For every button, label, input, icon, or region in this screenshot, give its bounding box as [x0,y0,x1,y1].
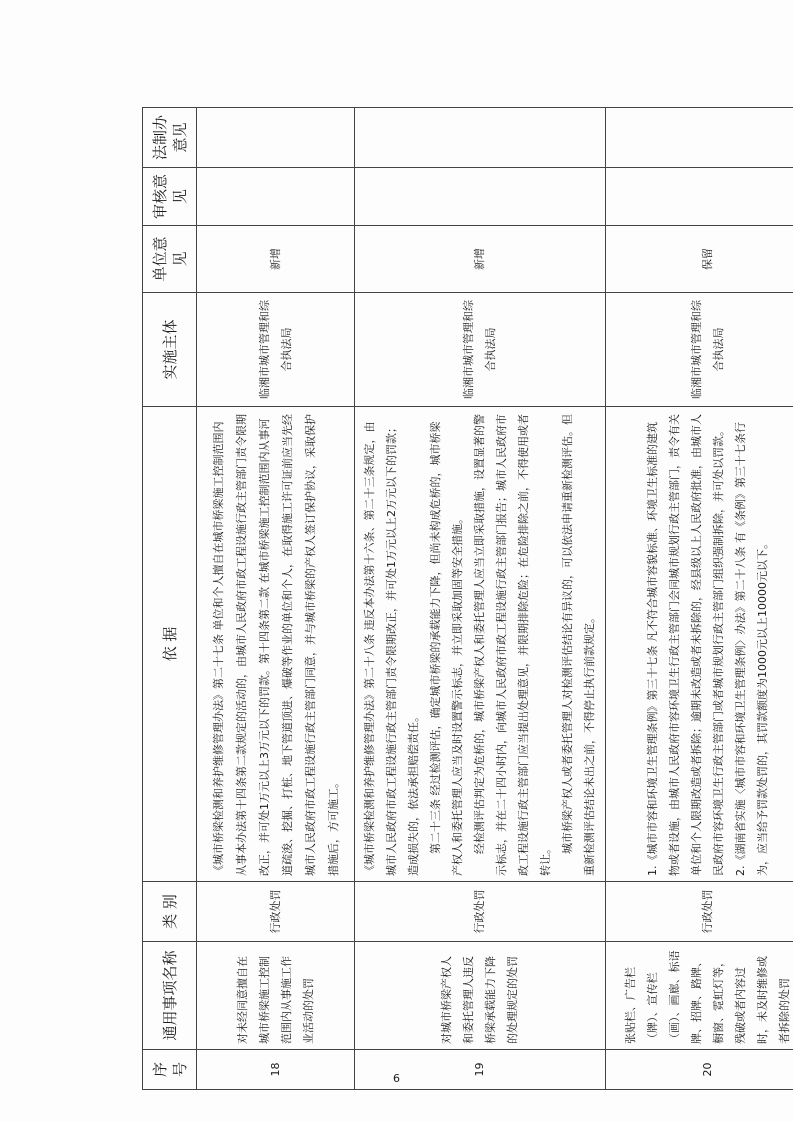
row-no: 20 [606,1050,793,1090]
header-basis: 依 据 [143,407,197,882]
basis-paragraph: 《城市桥梁检测和养护维修管理办法》第二十八条 违反本办法第十六条、第二十三条规定，由城市人民政府市政工程设施行政主管部门责令限期改正，并可处1万元以上2万元以下的罚款；造成损失的，依法承担赔偿责任。 [363,421,420,876]
legal-opinion [197,108,355,168]
item-category: 行政处罚 [197,882,355,942]
unit-opinion: 新增 [197,226,355,293]
legal-opinion [606,108,793,168]
review-opinion [197,168,355,226]
header-row [143,108,197,1090]
unit-opinion: 保留 [606,226,793,293]
item-basis [197,407,355,882]
unit-opinion: 新增 [355,226,606,293]
header-subject: 实施主体 [143,293,197,407]
header-review-opinion: 审核意见 [143,168,197,226]
header-legal-opinion: 法制办意见 [143,108,197,168]
item-category: 行政处罚 [355,882,606,942]
item-subject: 临湘市城市管理和综合执法局 [606,293,793,407]
item-name: 张贴栏、广告栏（牌）、宣传栏（画）、画廊、标语牌、招牌、路牌、橱窗、霓虹灯等，残破或者内容过时，未及时维修或者拆除的处罚 [606,942,793,1050]
rotated-table-container [142,108,791,1090]
basis-paragraph: 《城市桥梁检测和养护维修管理办法》第二十七条 单位和个人擅自在城市桥梁施工控制范围内从事本办法第十四条第二款规定的活动的，由城市人民政府市政工程设施行政主管部门责令限期改正，并可处1万元以上3万元以下的罚款。第十四条第二款 在城市桥梁施工控制范围内从事河道疏浚、挖掘、打桩、地下管道顶进、爆破等作业的单位和个人，在取得施工许可证前应当先经城市人民政府市政工程设施行政主管部门同意，并与城市桥梁的产权人签订保护协议，采取保护措施后，方可施工。 [211,414,340,876]
header-unit-opinion: 单位意见 [143,226,197,293]
row-no: 19 [355,1050,606,1090]
item-subject: 临湘市城市管理和综合执法局 [355,293,606,407]
header-category: 类 别 [143,882,197,942]
table-row [355,108,606,1090]
header-no: 序号 [143,1050,197,1090]
items-table [142,107,793,1090]
basis-paragraph: 第二十三条 经过检测评估，确定城市桥梁的承载能力下降，但尚未构成危桥的，城市桥梁产权人和委托管理人应当及时设置警示标志，并立即采取加固等安全措施。 [429,421,464,876]
item-category: 行政处罚 [606,882,793,942]
item-name: 对城市桥梁产权人和委托管理人违反桥梁承载能力下降的处理规定的处罚 [355,942,606,1050]
header-name: 通用事项名称 [143,942,197,1050]
item-name: 对未经同意擅自在城市桥梁施工控制范围内从事施工作业活动的处罚 [197,942,355,1050]
basis-paragraph: 城市桥梁产权人或者委托管理人对检测评估结论有异议的，可以依法申请重新检测评估。但重新检测评估结论未出之前，不得停止执行前款规定。 [561,414,596,876]
basis-paragraph: 经检测评估判定为危桥的，城市桥梁产权人和委托管理人应当立即采取措施，设置显著的警示标志，并在二十四小时内，向城市人民政府市政工程设施行政主管部门报告；城市人民政府市政工程设施行政主管部门应当提出处理意见，并限期排除危险；在危险排除之前，不得使用或者转让。 [473,414,552,876]
review-opinion [355,168,606,226]
item-basis [355,407,606,882]
basis-paragraph: 1.《城市市容和环境卫生管理条例》第三十七条 凡不符合城市容貌标准、环境卫生标准的建筑物或者设施，由城市人民政府市容环境卫生行政主管部门会同城市规划行政主管部门，责令有关单位和个人限期改造或者拆除；逾期未改造或者未拆除的，经县级以上人民政府批准，由城市人民政府市容环境卫生行政主管部门或者城市规划行政主管部门组织强制拆除，并可处以罚款。 [646,414,725,876]
review-opinion [606,168,793,226]
table-row [606,108,793,1090]
item-subject: 临湘市城市管理和综合执法局 [197,293,355,407]
page-number: 6 [393,1072,400,1085]
table-row [197,108,355,1090]
item-basis [606,407,793,882]
basis-paragraph: 2.《湖南省实施〈城市市容和环境卫生管理条例〉办法》第二十八条 有《条例》第三十七条行为，应当给予罚款处罚的，其罚款额度为1000元以上10000元以下。 [734,422,769,876]
legal-opinion [355,108,606,168]
row-no: 18 [197,1050,355,1090]
